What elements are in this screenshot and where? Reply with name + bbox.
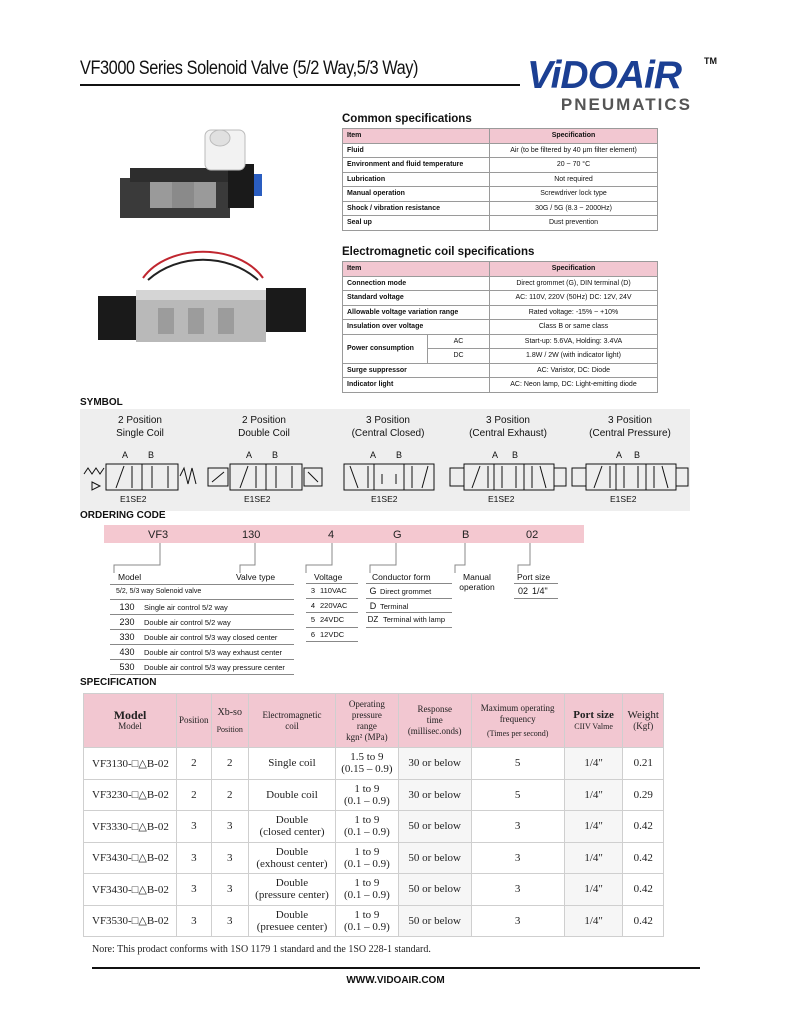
port-b-label: B <box>634 450 641 460</box>
cell-coil-line1: Double <box>275 845 309 858</box>
model-code: 130 <box>119 602 135 612</box>
col-model-line1: Model <box>113 707 147 722</box>
symbol-title-line2: Single Coil <box>116 428 164 439</box>
order-manual-header-line2: operation <box>459 582 495 592</box>
port-b-label: B <box>512 450 519 460</box>
cell-model: VF3430-□△B-02 <box>84 842 177 874</box>
cell-port: 1/4" <box>564 779 623 811</box>
port-code: 02 <box>517 586 528 596</box>
symbol-title-line2: (Central Pressure) <box>589 428 671 439</box>
cell-weight: 0.42 <box>623 874 664 906</box>
list-item <box>110 630 294 645</box>
spec-key: Shock / vibration resistance <box>343 201 490 216</box>
cell-pressure <box>336 874 399 906</box>
col-frequency-line3: (Times per second) <box>486 728 549 738</box>
spec-value: 1.8W / 2W (with indicator light) <box>490 349 658 364</box>
ordering-code-band <box>104 525 584 543</box>
table-row <box>343 320 658 335</box>
cell-frequency: 5 <box>471 748 564 780</box>
cell-weight: 0.29 <box>623 779 664 811</box>
conductor-value: Direct grommet <box>380 587 432 596</box>
cell-pressure <box>336 842 399 874</box>
order-voltage-header: Voltage <box>306 572 358 584</box>
spec-value: Start-up: 5.6VA, Holding: 3.4VA <box>490 334 658 349</box>
cell-pressure-line1: 1 to 9 <box>354 877 380 890</box>
spec-value: AC: 110V, 220V (50Hz) DC: 12V, 24V <box>490 291 658 306</box>
voltage-code: 5 <box>310 615 316 624</box>
order-code-manual: B <box>462 529 470 541</box>
common-specs-title: Common specifications <box>342 113 472 125</box>
voltage-value: 110VAC <box>320 586 347 595</box>
cell-pressure-line1: 1.5 to 9 <box>350 751 384 764</box>
order-voltage-block <box>306 572 358 642</box>
symbol-title-line1: 3 Position <box>366 415 410 426</box>
model-desc: Single air control 5/2 way <box>144 603 228 612</box>
valve-symbol-icon <box>448 460 568 494</box>
table-row <box>84 905 664 937</box>
symbol-code: E1SE2 <box>244 494 271 504</box>
table-row <box>343 334 658 349</box>
voltage-value: 12VDC <box>320 629 345 639</box>
cell-frequency: 3 <box>471 842 564 874</box>
cell-model: VF3430-□△B-02 <box>84 874 177 906</box>
cell-response: 50 or below <box>398 842 471 874</box>
spec-key: Lubrication <box>343 172 490 187</box>
spec-key: Environment and fluid temperature <box>343 158 490 173</box>
symbol-code: E1SE2 <box>120 494 147 504</box>
col-coil-line1: Electromagnetic <box>262 709 322 720</box>
voltage-code: 6 <box>310 629 316 639</box>
spec-subkey: DC <box>428 349 490 364</box>
valve-photo-single <box>110 120 270 230</box>
conductor-code: D <box>369 600 377 611</box>
order-valve-type-header: Valve type <box>236 572 276 582</box>
cell-pressure-line1: 1 to 9 <box>354 782 380 795</box>
spec-key: Power consumption <box>343 334 428 363</box>
col-port-line2: CIIV Valme <box>574 721 613 731</box>
spec-key: Allowable voltage variation range <box>343 305 490 320</box>
cell-port: 1/4" <box>564 842 623 874</box>
col-frequency <box>471 694 564 748</box>
col-response-line3: (millisec.onds) <box>407 726 462 736</box>
coil-specs-title: Electromagnetic coil specifications <box>342 246 535 258</box>
col-coil <box>248 694 335 748</box>
cell-pressure-line2: (0.15 – 0.9) <box>341 763 393 776</box>
symbol-code: E1SE2 <box>610 494 637 504</box>
spec-value: Screwdriver lock type <box>490 187 658 202</box>
spec-key: Fluid <box>343 143 490 158</box>
cell-coil <box>248 874 335 906</box>
table-row <box>343 291 658 306</box>
standards-note: Nore: This prodact conforms with 1SO 1179 1 standard and the 1SO 228-1 standard. <box>92 944 431 955</box>
col-pressure <box>336 694 399 748</box>
table-row <box>343 276 658 291</box>
list-item <box>110 660 294 675</box>
order-code-series: VF3 <box>148 529 169 541</box>
symbol-central-exhaust <box>448 414 568 508</box>
cell-pressure-line1: 1 to 9 <box>354 814 380 827</box>
table-row <box>84 811 664 843</box>
cell-coil-line2: (pressure center) <box>255 889 329 902</box>
cell-model: VF3330-□△B-02 <box>84 811 177 843</box>
model-code: 430 <box>119 647 135 657</box>
table-row <box>84 874 664 906</box>
spec-value: 30G / 5G (8.3 ~ 2000Hz) <box>490 201 658 216</box>
spec-value: Class B or same class <box>490 320 658 335</box>
symbol-code: E1SE2 <box>371 494 398 504</box>
footer-website-link[interactable]: WWW.VIDOAIR.COM <box>346 975 445 986</box>
cell-model: VF3130-□△B-02 <box>84 748 177 780</box>
model-code: 330 <box>119 632 135 642</box>
cell-coil-line1: Double <box>275 814 309 827</box>
header-rule <box>80 84 520 86</box>
ordering-section-label: ORDERING CODE <box>80 510 166 521</box>
order-port-block <box>514 572 558 599</box>
cell-pressure <box>336 779 399 811</box>
table-row <box>343 378 658 393</box>
cell-xb: 3 <box>211 811 248 843</box>
list-item <box>366 599 452 614</box>
spec-table <box>83 693 664 937</box>
model-desc: Double air control 5/3 way pressure center <box>144 663 285 672</box>
cell-model: VF3230-□△B-02 <box>84 779 177 811</box>
spec-value: Dust prevention <box>490 216 658 231</box>
table-row <box>343 143 658 158</box>
order-manual-block <box>455 572 499 592</box>
symbol-central-pressure <box>570 414 690 508</box>
col-coil-line2: coil <box>285 720 299 731</box>
spec-table-wrap <box>83 693 683 937</box>
cell-position: 3 <box>177 905 211 937</box>
order-code-port: 02 <box>526 529 539 541</box>
spec-header-row <box>84 694 664 748</box>
spec-key: Seal up <box>343 216 490 231</box>
conductor-value: Terminal with lamp <box>383 615 446 624</box>
cell-response: 50 or below <box>398 905 471 937</box>
port-a-label: A <box>122 450 129 460</box>
col-pressure-line4: kgn² (MPa) <box>346 731 388 742</box>
cell-position: 3 <box>177 811 211 843</box>
common-col-spec: Specification <box>490 129 658 144</box>
model-desc: Double air control 5/2 way <box>144 618 231 627</box>
col-response-line2: time <box>426 715 443 725</box>
cell-port: 1/4" <box>564 905 623 937</box>
cell-coil-line2: (closed center) <box>259 826 325 839</box>
cell-frequency: 3 <box>471 874 564 906</box>
cell-pressure-line1: 1 to 9 <box>354 908 380 921</box>
model-desc: Double air control 5/3 way closed center <box>144 633 278 642</box>
spec-value: Air (to be filtered by 40 μm filter element) <box>490 143 658 158</box>
logo-text: ViDOAiR <box>527 54 682 97</box>
valve-photo-double <box>88 248 308 358</box>
table-row <box>84 748 664 780</box>
conductor-code: DZ <box>367 615 379 624</box>
order-conductor-block <box>366 572 452 628</box>
cell-frequency: 3 <box>471 905 564 937</box>
col-response-line1: Response <box>417 704 452 714</box>
table-row <box>343 187 658 202</box>
list-item <box>306 613 358 628</box>
port-b-label: B <box>148 450 155 460</box>
cell-response: 30 or below <box>398 779 471 811</box>
table-row <box>84 842 664 874</box>
common-col-item: Item <box>343 129 490 144</box>
col-weight-line2: (Kgf) <box>633 720 654 731</box>
list-item <box>306 599 358 614</box>
symbol-title-line1: 3 Position <box>486 415 530 426</box>
cell-coil <box>248 905 335 937</box>
col-pressure-line3: range <box>356 720 377 731</box>
cell-frequency: 3 <box>471 811 564 843</box>
order-code-voltage: 4 <box>328 529 335 541</box>
model-desc: Double air control 5/3 way exhaust center <box>144 648 282 657</box>
col-xb-line2: Position <box>216 724 243 734</box>
port-a-label: A <box>492 450 499 460</box>
symbol-title-line2: (Central Exhaust) <box>469 428 547 439</box>
order-code-model: 130 <box>242 529 261 541</box>
valve-symbol-icon <box>328 460 448 494</box>
cell-response: 30 or below <box>398 748 471 780</box>
symbol-title-line1: 2 Position <box>118 415 162 426</box>
cell-position: 3 <box>177 842 211 874</box>
order-port-header: Port size <box>514 572 558 584</box>
table-row <box>343 172 658 187</box>
voltage-code: 3 <box>310 586 316 595</box>
cell-pressure-line2: (0.1 – 0.9) <box>343 826 390 839</box>
logo-subtitle: PNEUMATICS <box>560 95 692 114</box>
order-manual-header-line1: Manual <box>463 572 491 582</box>
spec-value: Direct grommet (G), DIN terminal (D) <box>490 276 658 291</box>
model-code: 530 <box>119 662 135 672</box>
order-code-conductor: G <box>393 529 402 541</box>
valve-symbol-icon <box>204 460 324 494</box>
order-model-desc: 5/2, 5/3 way Solenoid valve <box>116 588 202 595</box>
cell-port: 1/4" <box>564 748 623 780</box>
cell-xb: 2 <box>211 779 248 811</box>
col-weight <box>623 694 664 748</box>
col-xb-line1: Xb-so <box>217 706 242 718</box>
valve-symbol-icon <box>80 460 200 494</box>
list-item <box>306 628 358 643</box>
list-item <box>514 584 558 599</box>
voltage-code: 4 <box>310 600 316 610</box>
model-code: 230 <box>119 617 135 627</box>
cell-coil <box>248 811 335 843</box>
cell-model: VF3530-□△B-02 <box>84 905 177 937</box>
cell-response: 50 or below <box>398 811 471 843</box>
cell-pressure <box>336 748 399 780</box>
symbol-central-closed <box>328 414 448 508</box>
spec-key: Indicator light <box>343 378 490 393</box>
cell-position: 2 <box>177 779 211 811</box>
brand-logo <box>527 56 717 112</box>
voltage-value: 220VAC <box>320 600 348 610</box>
spec-value: Rated voltage: -15% ~ +10% <box>490 305 658 320</box>
symbol-double-coil <box>204 414 324 508</box>
col-model-line2: Model <box>118 720 142 731</box>
cell-pressure <box>336 905 399 937</box>
cell-xb: 3 <box>211 905 248 937</box>
list-item <box>366 584 452 599</box>
col-response <box>398 694 471 748</box>
cell-response: 50 or below <box>398 874 471 906</box>
coil-specs-table <box>342 261 658 393</box>
cell-coil <box>248 779 335 811</box>
cell-position: 2 <box>177 748 211 780</box>
port-b-label: B <box>396 450 403 460</box>
cell-xb: 3 <box>211 842 248 874</box>
voltage-value: 24VDC <box>320 615 345 624</box>
table-row <box>343 305 658 320</box>
symbol-title-line1: 3 Position <box>608 415 652 426</box>
cell-coil-line1: Double coil <box>266 788 318 801</box>
col-xb <box>211 694 248 748</box>
col-frequency-line2: frequency <box>499 713 536 724</box>
cell-pressure-line1: 1 to 9 <box>354 845 380 858</box>
cell-coil-line2: (exhoust center) <box>256 857 328 870</box>
cell-port: 1/4" <box>564 811 623 843</box>
col-port-line1: Port size <box>573 708 614 721</box>
cell-coil <box>248 842 335 874</box>
cell-coil-line2: (presuee center) <box>256 920 328 933</box>
symbol-code: E1SE2 <box>488 494 515 504</box>
spec-key: Connection mode <box>343 276 490 291</box>
table-row <box>343 216 658 231</box>
cell-coil-line1: Double <box>275 877 309 890</box>
valve-symbol-icon <box>570 460 690 494</box>
spec-value: 20 ~ 70 °C <box>490 158 658 173</box>
spec-key: Standard voltage <box>343 291 490 306</box>
ordering-connector-lines <box>100 543 560 573</box>
cell-port: 1/4" <box>564 874 623 906</box>
table-row <box>343 363 658 378</box>
cell-weight: 0.42 <box>623 842 664 874</box>
col-position: Position <box>177 694 211 748</box>
cell-frequency: 5 <box>471 779 564 811</box>
coil-col-spec: Specification <box>490 262 658 277</box>
cell-pressure <box>336 811 399 843</box>
port-a-label: A <box>616 450 623 460</box>
order-conductor-header: Conductor form <box>366 572 452 584</box>
port-a-label: A <box>370 450 377 460</box>
symbol-single-coil <box>80 414 200 508</box>
cell-coil <box>248 748 335 780</box>
page-title: VF3000 Series Solenoid Valve (5/2 Way,5/3 Way) <box>80 58 419 79</box>
cell-coil-line1: Double <box>275 908 309 921</box>
col-weight-line1: Weight <box>627 708 659 721</box>
list-item <box>306 584 358 599</box>
spec-value: AC: Neon lamp, DC: Light-emitting diode <box>490 378 658 393</box>
cell-weight: 0.42 <box>623 811 664 843</box>
logo-trademark: TM <box>704 56 717 66</box>
footer-rule <box>92 967 700 969</box>
spec-section-label: SPECIFICATION <box>80 677 157 688</box>
order-model-header: Model <box>118 572 142 582</box>
spec-subkey: AC <box>428 334 490 349</box>
cell-coil-line1: Single coil <box>268 757 316 770</box>
symbol-title-line1: 2 Position <box>242 415 286 426</box>
cell-weight: 0.42 <box>623 905 664 937</box>
table-row <box>84 779 664 811</box>
col-pressure-line2: pressure <box>351 709 382 720</box>
cell-weight: 0.21 <box>623 748 664 780</box>
spec-value: AC: Varistor, DC: Diode <box>490 363 658 378</box>
cell-pressure-line2: (0.1 – 0.9) <box>343 857 390 870</box>
spec-value: Not required <box>490 172 658 187</box>
symbol-section-label: SYMBOL <box>80 397 123 408</box>
col-frequency-line1: Maximum operating <box>480 702 555 713</box>
list-item <box>366 613 452 628</box>
port-a-label: A <box>246 450 253 460</box>
spec-key: Insulation over voltage <box>343 320 490 335</box>
spec-key: Manual operation <box>343 187 490 202</box>
cell-xb: 2 <box>211 748 248 780</box>
symbol-title-line2: Double Coil <box>238 428 290 439</box>
col-pressure-line1: Operating <box>348 698 385 709</box>
cell-xb: 3 <box>211 874 248 906</box>
cell-pressure-line2: (0.1 – 0.9) <box>343 920 390 933</box>
order-valve-type-list <box>110 600 294 675</box>
list-item <box>110 645 294 660</box>
col-model <box>84 694 177 748</box>
list-item <box>110 600 294 615</box>
port-value: 1/4" <box>532 586 548 596</box>
cell-pressure-line2: (0.1 – 0.9) <box>343 794 390 807</box>
table-row <box>343 201 658 216</box>
coil-col-item: Item <box>343 262 490 277</box>
table-row <box>343 158 658 173</box>
cell-pressure-line2: (0.1 – 0.9) <box>343 889 390 902</box>
conductor-value: Terminal <box>380 601 409 611</box>
common-specs-table <box>342 128 658 231</box>
spec-key: Surge suppressor <box>343 363 490 378</box>
col-port <box>564 694 623 748</box>
conductor-code: G <box>369 586 377 596</box>
port-b-label: B <box>272 450 279 460</box>
cell-position: 3 <box>177 874 211 906</box>
list-item <box>110 615 294 630</box>
symbol-title-line2: (Central Closed) <box>351 428 425 439</box>
